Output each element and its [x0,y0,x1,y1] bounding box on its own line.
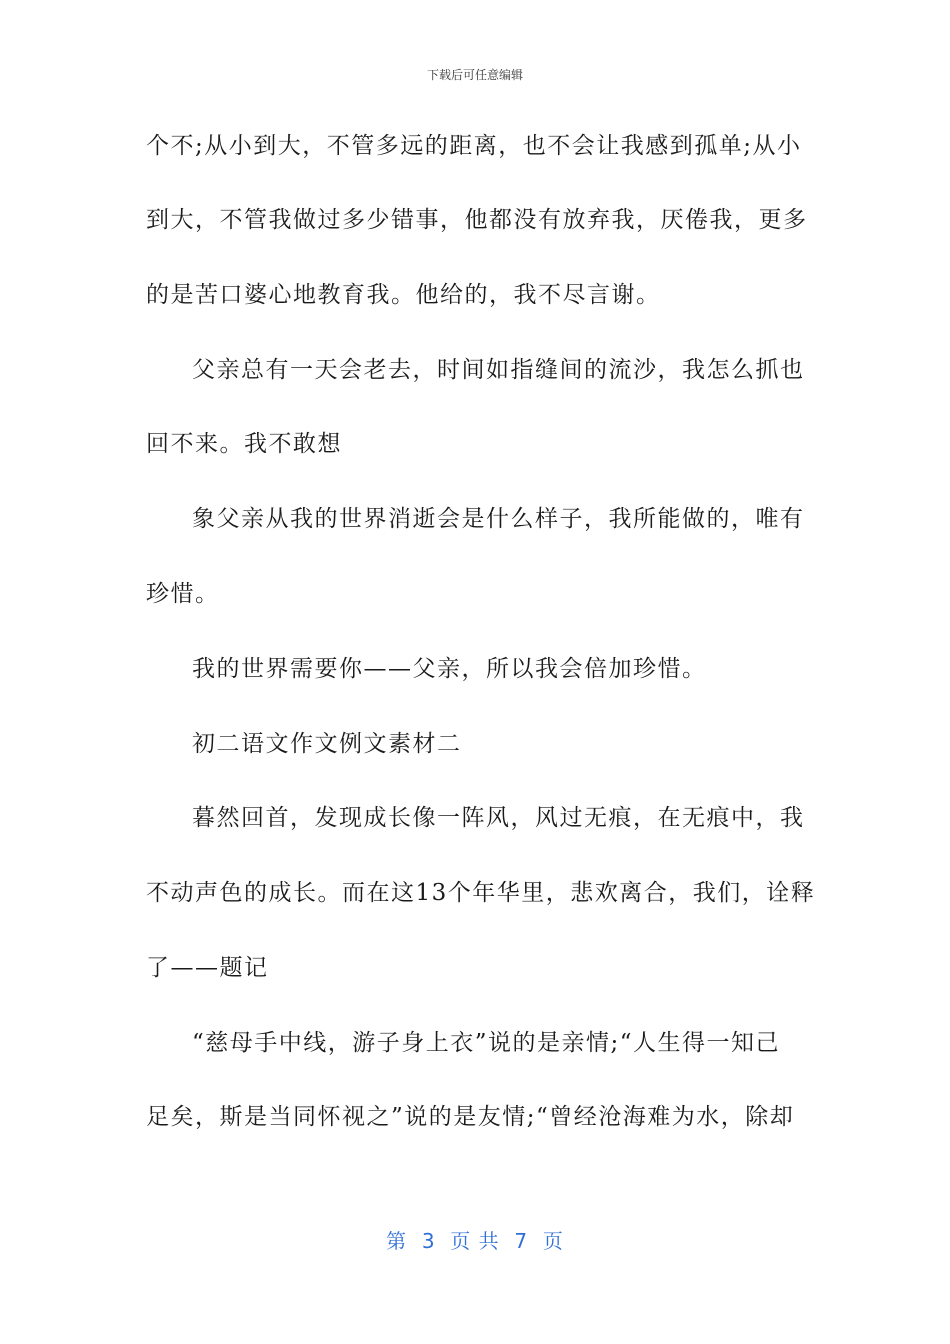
text-line: 个不;从小到大，不管多远的距离，也不会让我感到孤单;从小 [146,133,802,159]
text-line: 不动声色的成长。而在这13个年华里，悲欢离合，我们，诠释 [146,880,816,906]
text-line: 的是苦口婆心地教育我。他给的，我不尽言谢。 [146,282,661,308]
text-line: 到大，不管我做过多少错事，他都没有放弃我，厌倦我，更多 [146,207,808,233]
text-line: 足矣，斯是当同怀视之”说的是友情;“曾经沧海难为水，除却 [146,1104,795,1130]
page-header: 下载后可任意编辑 [426,68,523,82]
text-line: 回不来。我不敢想 [146,431,342,457]
text-line: “慈母手中线，游子身上衣”说的是亲情;“人生得一知己 [192,1030,781,1056]
text-line: 珍惜。 [146,581,220,607]
text-line: 暮然回首，发现成长像一阵风，风过无痕，在无痕中，我 [192,805,805,831]
page-number: 第 3 页 共 7 页 [386,1229,564,1253]
text-line: 象父亲从我的世界消逝会是什么样子，我所能做的，唯有 [192,506,805,532]
section-title: 初二语文作文例文素材二 [192,731,462,757]
text-line: 了——题记 [146,955,269,981]
text-line: 我的世界需要你——父亲，所以我会倍加珍惜。 [192,656,707,682]
text-line: 父亲总有一天会老去，时间如指缝间的流沙，我怎么抓也 [192,357,805,383]
